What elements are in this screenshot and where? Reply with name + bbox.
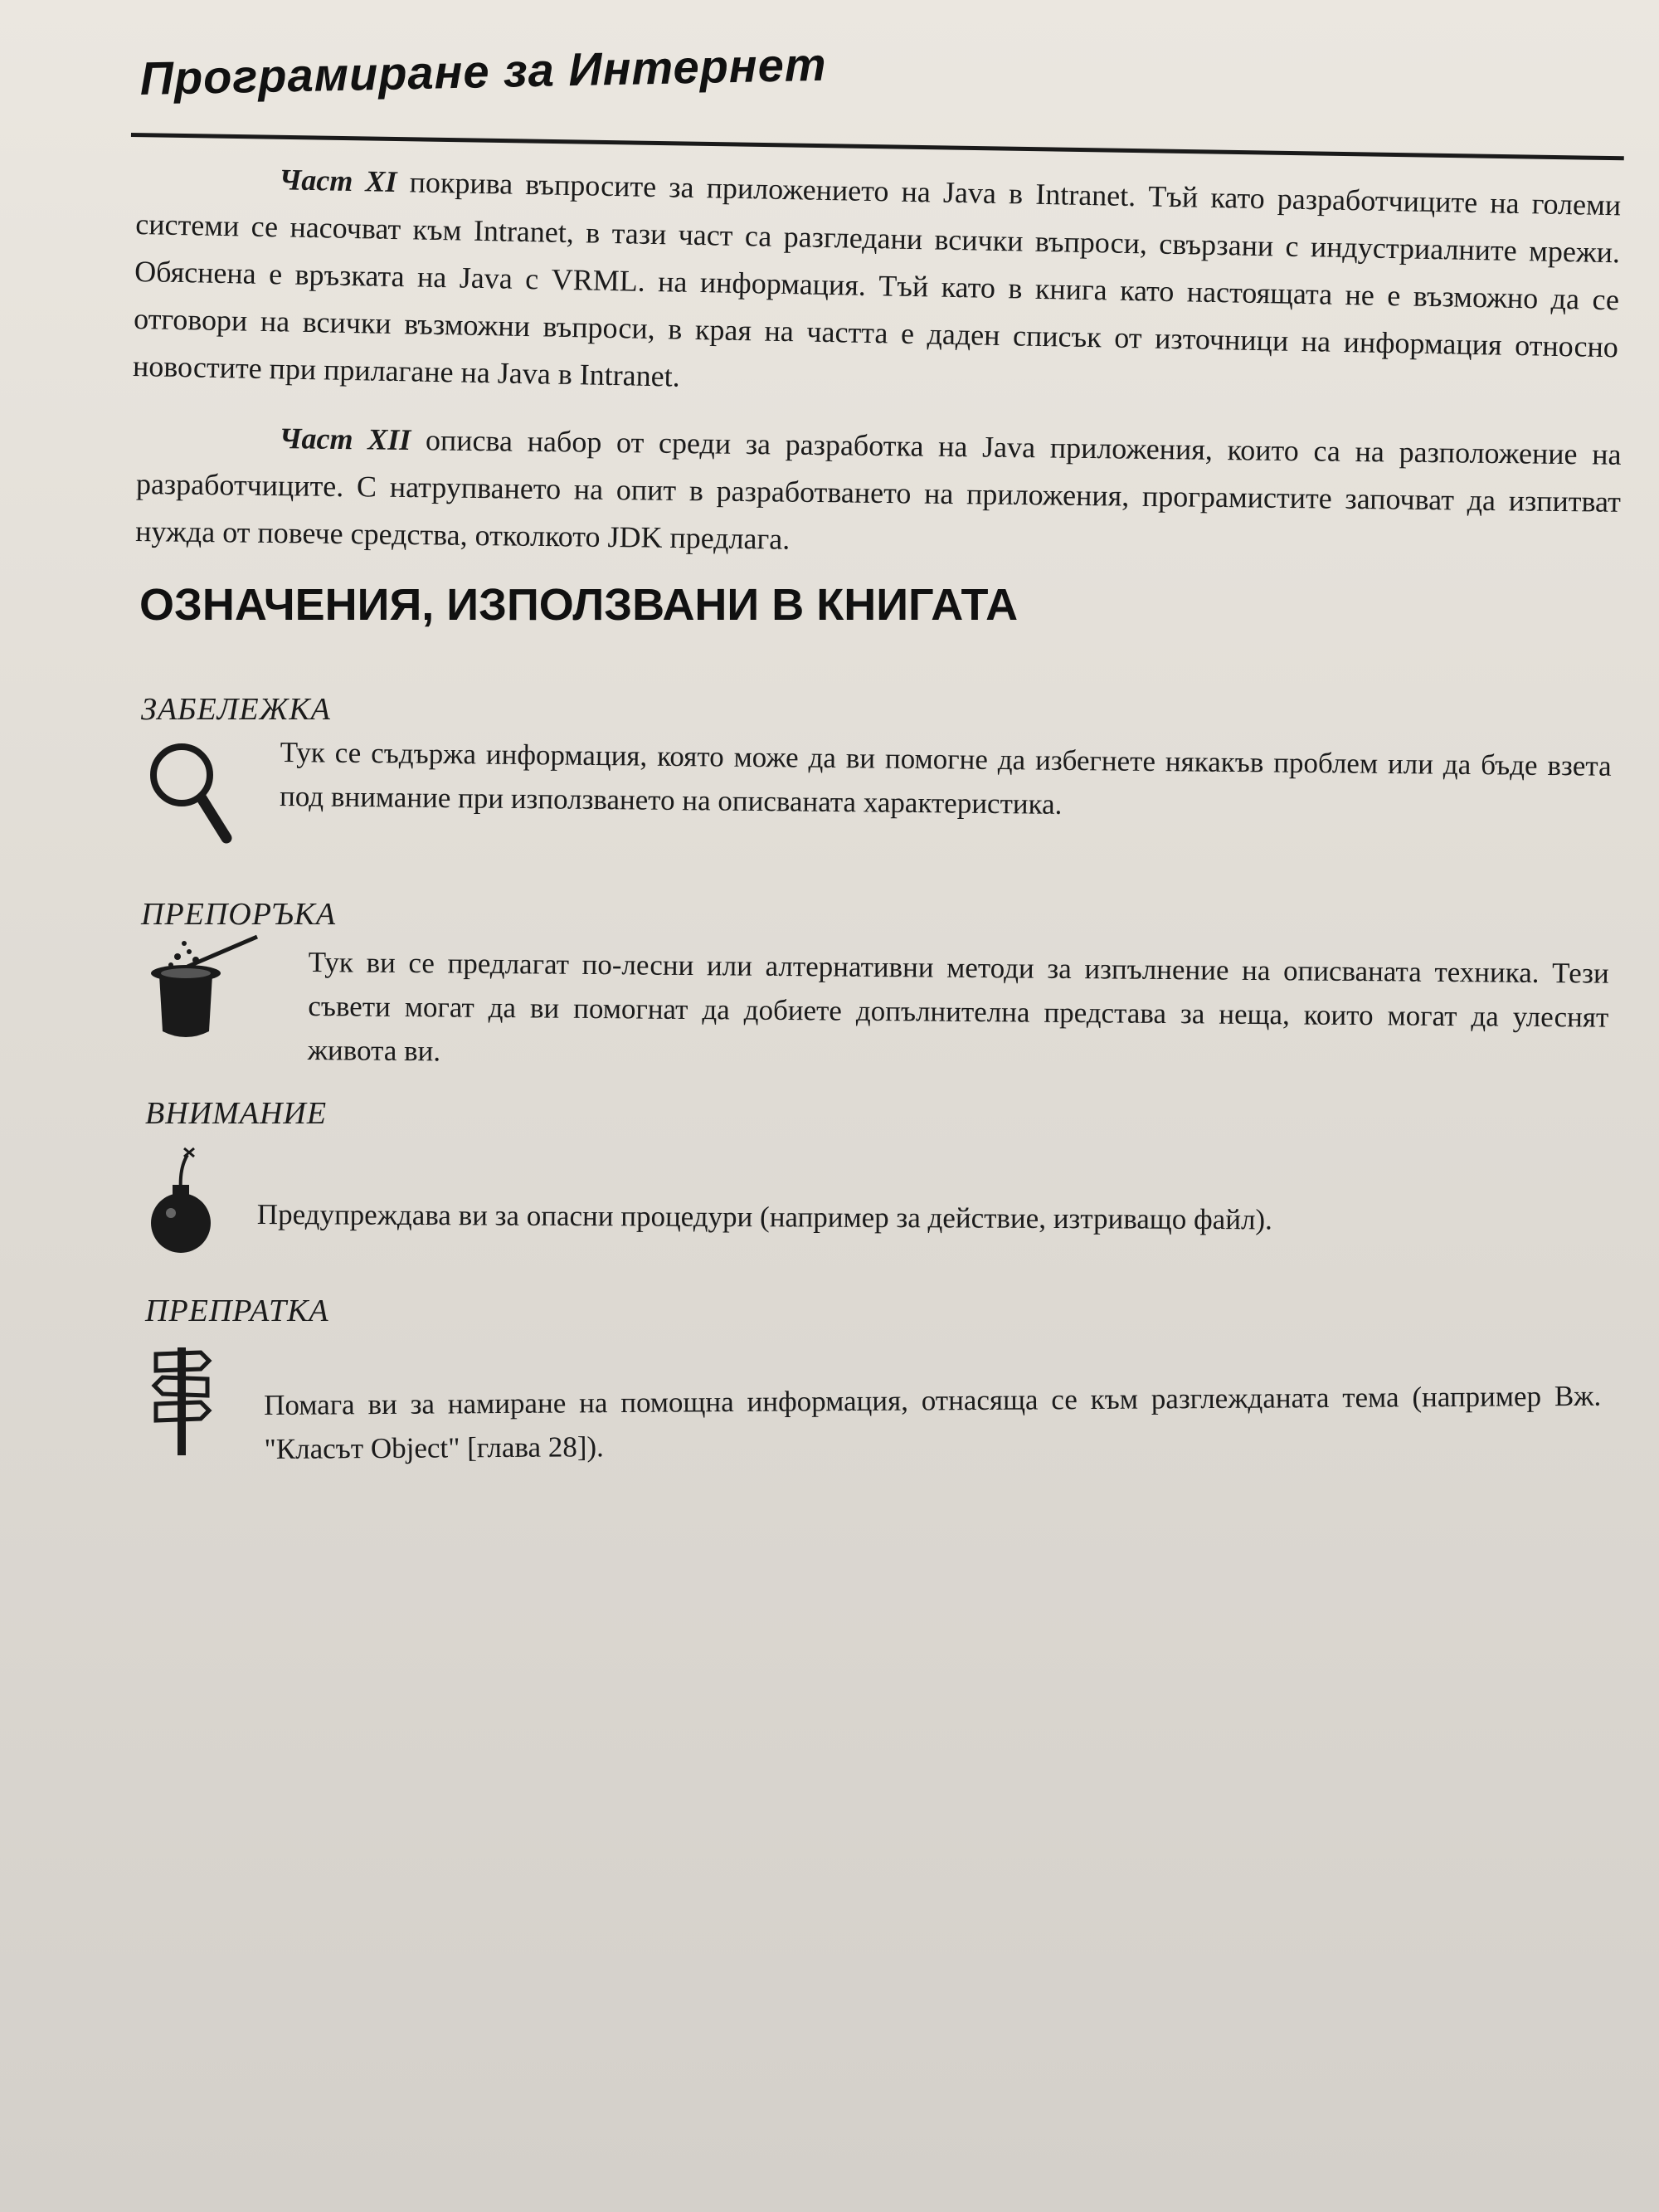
reference-label: ПРЕПРАТКА: [145, 1294, 329, 1328]
reference-text: Помага ви за намиране на помощна информация, отнасяща се към разглежданата тема (например Вж. "Класът Object" [глава 28]).: [264, 1379, 1602, 1465]
magic-hat-icon: [148, 933, 264, 1054]
signpost-icon: [149, 1342, 216, 1463]
note-label: ЗАБЕЛЕЖКА: [141, 692, 331, 727]
paragraph-text: покрива въпросите за приложението на Java в Intranet. Тъй като разработчиците на големи системи се насочват към Intranet, в тази част са разгледани всички въпроси, свързани с индустриалните мрежи. Обяснена е връзката на Java с VRML. на информация. Тъй като в книга като настоящата не е възможно да се отговори на всички възможни въпроси, в края на частта е даден списък от източници на информация относно новостите при прилагане на Java в Intranet.: [132, 165, 1622, 393]
paragraph-part-xii: [135, 413, 1622, 573]
paragraph-text: описва набор от среди за разработка на Java приложения, които са на разположение на разработчиците. С натрупването на опит в разработването на приложения, програмистите започват да изпитват нужда от повече средства, отколкото JDK предлага.: [135, 423, 1622, 556]
running-header-title: Програмиране за Интернет: [139, 37, 828, 105]
warning-text: Предупреждава ви за опасни процедури (например за действие, изтриващо файл).: [256, 1197, 1272, 1236]
note-text: Тук се съдържа информация, която може да ви помогне да избегнете някакъв проблем или да бъде взета под внимание при използването на описваната характеристика.: [279, 735, 1612, 821]
paragraph-lead: Част XII: [279, 421, 411, 457]
warning-label: ВНИМАНИЕ: [145, 1096, 328, 1131]
magnifying-glass-icon: [145, 738, 236, 850]
header-rule: [131, 133, 1624, 160]
paragraph-lead: Част XI: [279, 163, 397, 199]
tip-text: Тук ви се предлагат по-лесни или алтернативни методи за изпълнение на описваната техника. Тези съвети могат да ви помогнат да добиете допълнителна представа за неща, които могат да улеснят живота ви.: [307, 945, 1609, 1068]
paragraph-part-xi: [133, 153, 1622, 418]
section-heading: ОЗНАЧЕНИЯ, ИЗПОЛЗВАНИ В КНИГАТА: [139, 580, 1019, 630]
bomb-icon: [143, 1143, 217, 1259]
tip-label: ПРЕПОРЪКА: [141, 897, 337, 932]
